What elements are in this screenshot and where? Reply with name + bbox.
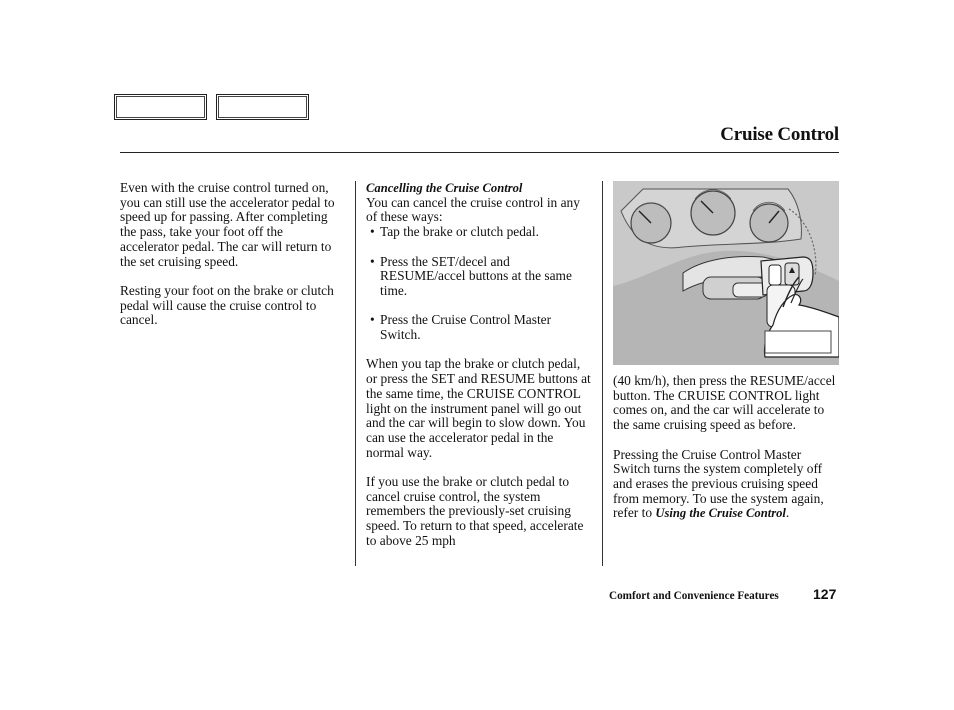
header-rule xyxy=(120,152,839,153)
column-3 xyxy=(613,374,839,521)
col1-paragraph-2: Resting your foot on the brake or clutch pedal will cause the cruise control to cancel. xyxy=(120,282,334,328)
page-number: 127 xyxy=(813,586,837,602)
col1-paragraph-1: Even with the cruise control turned on, you can still use the accelerator pedal to speed up for passing. After completing the pass, take your foot off the accelerator pedal. The car will return to the set cruising speed. xyxy=(120,180,335,269)
column-divider-2 xyxy=(602,181,603,566)
bullet-item: • Press the Cruise Control Master Switch. xyxy=(366,313,592,342)
page-title: Cruise Control xyxy=(720,124,839,145)
col3-paragraph-2 xyxy=(613,448,839,522)
nav-button-index[interactable] xyxy=(216,94,309,120)
column-2 xyxy=(366,181,592,549)
col2-paragraph-3: If you use the brake or clutch pedal to cancel cruise control, the system remembers the previously-set cruising speed. To return to that speed, accelerate to above 25 mph xyxy=(366,474,584,548)
col3-paragraph-2-end: . xyxy=(785,505,790,521)
cruise-control-switch-illustration-icon xyxy=(613,181,839,365)
col3-paragraph-1: (40 km/h), then press the RESUME/accel button. The CRUISE CONTROL light comes on, and the car will accelerate to the same cruising speed as before. xyxy=(613,373,836,433)
col2-paragraph-2: When you tap the brake or clutch pedal, or press the SET and RESUME buttons at the same time, the CRUISE CONTROL light on the instrument panel will go out and the car will begin to slow down. You can use the accelerator pedal in the normal way. xyxy=(366,356,591,460)
bullet-item: • Press the SET/decel and RESUME/accel buttons at the same time. xyxy=(366,255,592,299)
column-divider-1 xyxy=(355,181,356,566)
section-heading-cancelling: Cancelling the Cruise Control xyxy=(366,181,523,195)
column-1 xyxy=(120,181,342,328)
footer-section-label: Comfort and Convenience Features xyxy=(609,590,779,602)
col2-intro: You can cancel the cruise control in any of these ways: xyxy=(366,194,580,225)
nav-button-contents[interactable] xyxy=(114,94,207,120)
col3-paragraph-2-text: Pressing the Cruise Control Master Switch turns the system completely off and erases the previous cruising speed from memory. To use the system again, refer to xyxy=(613,446,824,521)
bullet-item: • Tap the brake or clutch pedal. xyxy=(366,225,592,240)
cross-reference-link[interactable]: Using the Cruise Control xyxy=(655,506,786,521)
